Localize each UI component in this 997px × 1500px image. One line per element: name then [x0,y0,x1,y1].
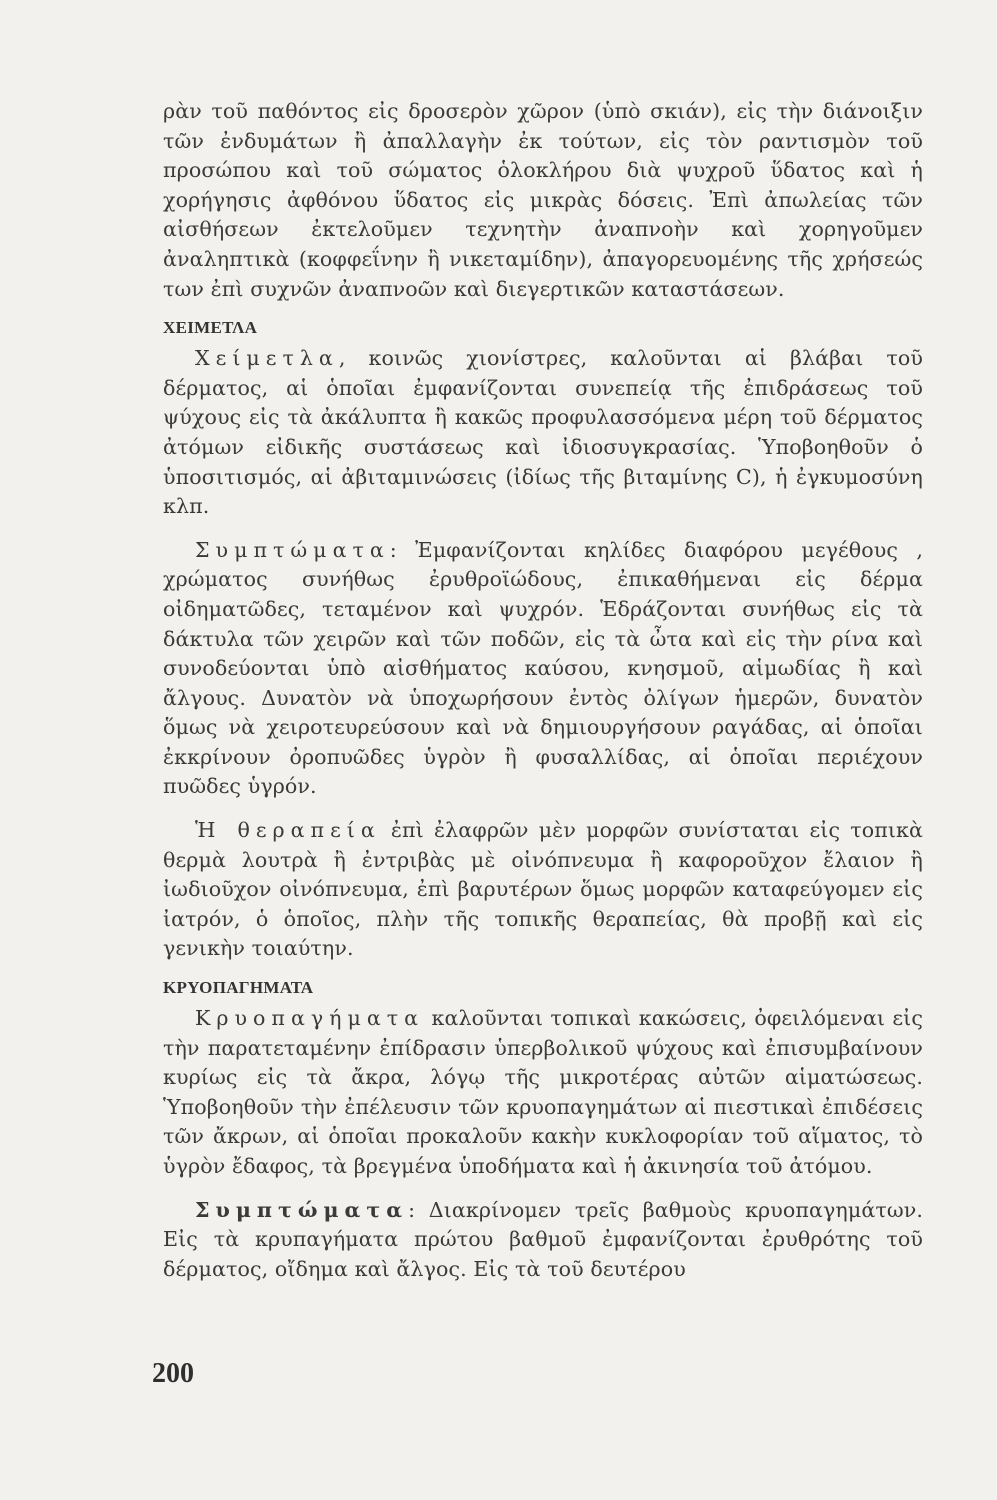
cheimetla-therapy-lead: Ἡ θεραπεία [195,818,381,843]
cheimetla-symptoms-text: : Ἐμφανίζονται κηλίδες διαφόρου μεγέθους , χρώματος συνήθως ἐρυθροϊώδους, ἐπικαθήμεναι εἰς δέρμα οἰδηματῶδες, τεταμένον καὶ ψυχρόν. Ἑδράζονται συνήθως εἰς τὰ δάκτυλα τῶν χειρῶν καὶ τῶν ποδῶν, εἰς τὰ ὦτα καὶ εἰς τὴν ρίνα καὶ συνοδεύονται ὑπὸ αἰσθήματος καύσου, κνησμοῦ, αἱμωδίας ἢ καὶ ἄλγους. Δυνατὸν νὰ ὑποχωρήσουν ἐντὸς ὀλίγων ἡμερῶν, δυνατὸν ὅμως νὰ χειροτευρεύσουν καὶ νὰ δημιουργήσουν ραγάδας, αἱ ὁποῖαι ἐκκρίνουν ὀροπυῶδες ὑγρὸν ἢ φυσαλλίδας, αἱ ὁποῖαι περιέχουν πυῶδες ὑγρόν. [163,537,923,799]
page-number: 200 [152,1358,194,1389]
kryopagimata-symptoms-paragraph [163,1196,923,1285]
intro-paragraph: ρὰν τοῦ παθόντος εἰς δροσερὸν χῶρον (ὑπὸ σκιάν), εἰς τὴν διάνοιξιν τῶν ἐνδυμάτων ἢ ἀπαλλαγὴν ἐκ τούτων, εἰς τὸν ραντισμὸν τοῦ προσώπου καὶ τοῦ σώματος ὁλοκλήρου διὰ ψυχροῦ ὕδατος καὶ ἡ χορήγησις ἀφθόνου ὕδατος εἰς μικρὰς δόσεις. Ἐπὶ ἀπωλείας τῶν αἰσθήσεων ἐκτελοῦμεν τεχνητὴν ἀναπνοὴν καὶ χορηγοῦμεν ἀναληπτικὰ (κοφφεΐνην ἢ νικεταμίδην), ἀπαγορευομένης τῆς χρήσεώς των ἐπὶ συχνῶν ἀναπνοῶν καὶ διεγερτικῶν καταστάσεων. [163,99,923,301]
cheimetla-therapy-paragraph [163,816,923,964]
cheimetla-therapy-text: ἐπὶ ἐλαφρῶν μὲν μορφῶν συνίσταται εἰς τοπικὰ θερμὰ λουτρὰ ἢ ἐντριβὰς μὲ οἰνόπνευμα ἢ καφοροῦχον ἔλαιον ἢ ἰωδιοῦχον οἰνόπνευμα, ἐπὶ βαρυτέρων ὅμως μορφῶν καταφεύγομεν εἰς ἰατρόν, ὁ ὁποῖος, πλὴν τῆς τοπικῆς θεραπείας, θὰ προβῇ καὶ εἰς γενικὴν τοιαύτην. [163,818,924,961]
kryopagimata-symptoms-text: : Διακρίνομεν τρεῖς βαθμοὺς κρυοπαγημάτων. Εἰς τὰ κρυπαγήματα πρώτου βαθμοῦ ἐμφανίζονται ἐρυθρότης τοῦ δέρματος, οἴδημα καὶ ἄλγος. Εἰς τὰ τοῦ δευτέρου [163,1197,923,1281]
cheimetla-definition-text: , κοινῶς χιονίστρες, καλοῦνται αἱ βλάβαι τοῦ δέρματος, αἱ ὁποῖαι ἐμφανίζονται συνεπείᾳ τῆς ἐπιδράσεως τοῦ ψύχους εἰς τὰ ἀκάλυπτα ἢ κακῶς προφυλασσόμενα μέρη τοῦ δέρματος ἀτόμων εἰδικῆς συστάσεως καὶ ἰδιοσυγκρασίας. Ὑποβοηθοῦν ὁ ὑποσιτισμός, αἱ ἀβιταμινώσεις (ἰδίως τῆς βιταμίνης C), ἡ ἐγκυμοσύνη κλπ. [163,346,923,519]
kryopagimata-symptoms-lead: Συμπτώματα [195,1197,409,1222]
kryopagimata-definition-text: καλοῦνται τοπικαὶ κακώσεις, ὀφειλόμεναι εἰς τὴν παρατεταμένην ἐπίδρασιν ὑπερβολικοῦ ψύχους καὶ ἐπισυμβαίνουν κυρίως εἰς τὰ ἄκρα, λόγῳ τῆς μικροτέρας αὐτῶν αἱματώσεως. Ὑποβοηθοῦν τὴν ἐπέλευσιν τῶν κρυοπαγημάτων αἱ πιεστικαὶ ἐπιδέσεις τῶν ἄκρων, αἱ ὁποῖαι προκαλοῦν κακὴν κυκλοφορίαν τοῦ αἵματος, τὸ ὑγρὸν ἔδαφος, τὰ βρεγμένα ὑποδήματα καὶ ἡ ἀκινησία τοῦ ἀτόμου. [163,1006,923,1178]
kryopagimata-definition-paragraph [163,1004,923,1182]
cheimetla-lead-term: Χείμετλα [195,346,339,371]
cheimetla-symptoms-paragraph [163,536,923,802]
section-heading-cheimetla: ΧΕΙΜΕΤΛΑ [163,318,258,338]
cheimetla-definition-paragraph [163,344,923,522]
book-page [163,97,923,1284]
cheimetla-symptoms-lead: Συμπτώματα [195,537,390,562]
section-heading-kryopagimata: ΚΡΥΟΠΑΓΗΜΑΤΑ [163,978,314,998]
kryopagimata-lead-term: Κρυοπαγήματα [195,1006,425,1031]
